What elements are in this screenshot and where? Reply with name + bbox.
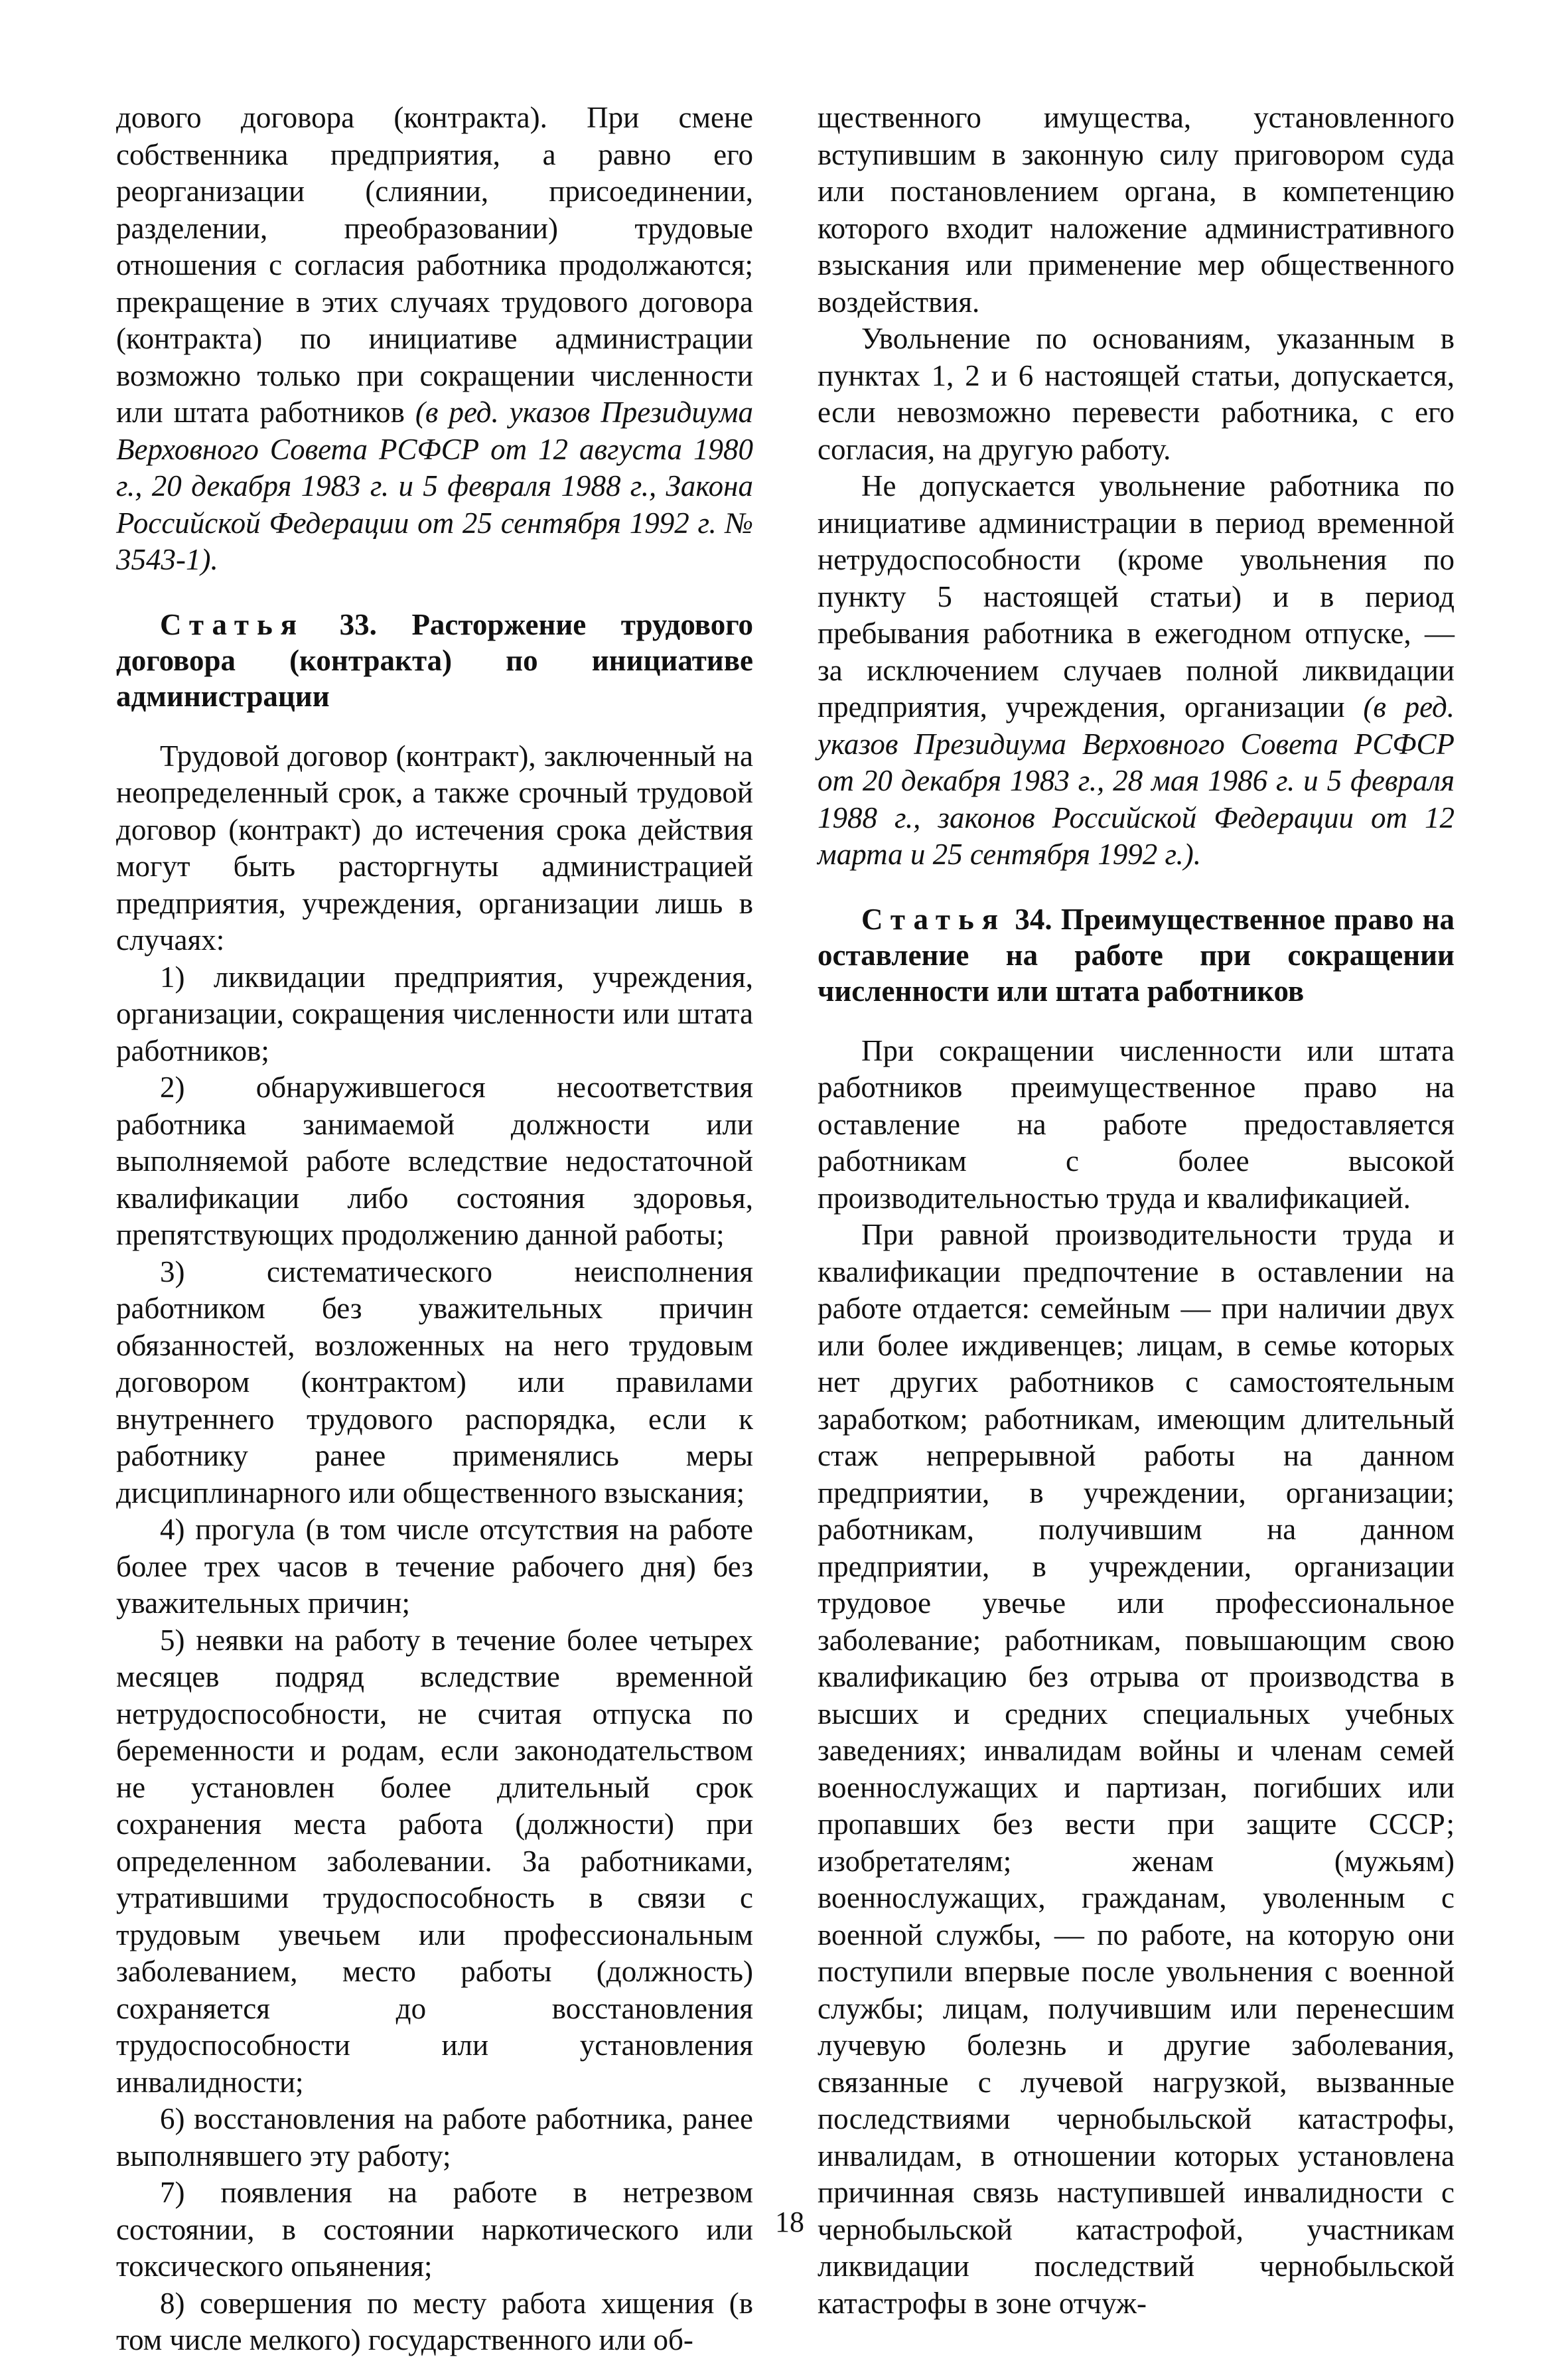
right-column — [818, 100, 1455, 2322]
list-item: 4) прогула (в том числе отсутствия на работе более трех часов в течение рабочего дня) без уважительных причин; — [116, 1513, 753, 1620]
paragraph: щественного имущества, установленного вступившим в законную силу приговором суда или постановлением органа, в компетенцию которого входит наложение административного взыскания или применение мер общественного воздействия. — [818, 101, 1455, 319]
list-item: 7) появления на работе в нетрезвом состоянии, в состоянии наркотического или токсического опьянения; — [116, 2176, 753, 2283]
list-item: 6) восстановления на работе работника, ранее выполнявшего эту работу; — [116, 2102, 753, 2172]
article-title: 34. Преимущественное право на оставление на работе при сокращении численности или штата работников — [818, 902, 1455, 1008]
page-number: 18 — [775, 2206, 804, 2238]
article-label: Статья — [861, 902, 1007, 936]
amendment-note: (в ред. указов Президиума Верховного Совета РСФСР от 12 августа 1980 г., 20 декабря 1983 г. и 5 февраля 1988 г., Закона Российской Федерации от 25 сентября 1992 г. № 3543-1). — [116, 396, 753, 576]
paragraph: Не допускается увольнение работника по инициативе администрации в период временной нетрудоспособности (кроме увольнения по пункту 5 настоящей статьи) и в период пребывания работника в ежегодном отпуске, — за исключением случаев полной ликвидации предприятия, учреждения, организации (в ред. указов Президиума Верховного Совета РСФСР от 20 декабря 1983 г., 28 мая 1986 г. и 5 февраля 1988 г., законов Российской Федерации от 12 марта и 25 сентября 1992 г.). — [818, 469, 1455, 871]
article-label: Статья — [160, 607, 305, 641]
list-item: 1) ликвидации предприятия, учреждения, организации, сокращения численности или штата работников; — [116, 960, 753, 1067]
article-34-heading — [818, 901, 1455, 1009]
paragraph: Трудовой договор (контракт), заключенный на неопределенный срок, а также срочный трудовой договор (контракт) до истечения срока действия могут быть расторгнуты администрацией предприятия, учреждения, организации лишь в случаях: — [116, 739, 753, 956]
list-item: 5) неявки на работу в течение более четырех месяцев подряд вследствие временной нетрудоспособности, не считая отпуска по беременности и родам, если законодательством не установлен более длительный срок сохранения места работа (должности) при определенном заболевании. За работниками, утратившими трудоспособность в связи с трудовым увечьем или профессиональным заболеванием, место работы (должность) сохраняется до восстановления трудоспособности или установления инвалидности; — [116, 1623, 753, 2099]
paragraph: При сокращении численности или штата работников преимущественное право на оставление на работе предоставляется работникам с более высокой производительностью труда и квалификацией. — [818, 1033, 1455, 1215]
article-33-heading — [116, 607, 753, 714]
amendment-note: (в ред. указов Президиума Верховного Совета РСФСР от 20 декабря 1983 г., 28 мая 1986 г. и 5 февраля 1988 г., законов Российской Федерации от 12 марта и 25 сентября 1992 г.). — [818, 690, 1455, 871]
list-item: 8) совершения по месту работа хищения (в том числе мелкого) государственного или об- — [116, 2286, 753, 2356]
left-column — [116, 100, 753, 2359]
list-item: 2) обнаружившегося несоответствия работника занимаемой должности или выполняемой работе вследствие недостаточной квалификации либо состояния здоровья, препятствующих продолжению данной работы; — [116, 1071, 753, 1251]
list-item: 3) систематического неисполнения работником без уважительных причин обязанностей, возложенных на него трудовым договором (контрактом) или правилами внутреннего трудового распорядка, если к работнику ранее применялись меры дисциплинарного или общественного взыскания; — [116, 1255, 753, 1509]
paragraph: дового договора (контракта). При смене собственника предприятия, а равно его реорганизации (слиянии, присоединении, разделении, преобразовании) трудовые отношения с согласия работника продолжаются; прекращение в этих случаях трудового договора (контракта) по инициативе администрации возможно только при сокращении численности или штата работников (в ред. указов Президиума Верховного Совета РСФСР от 12 августа 1980 г., 20 декабря 1983 г. и 5 февраля 1988 г., Закона Российской Федерации от 25 сентября 1992 г. № 3543-1). — [116, 101, 753, 576]
paragraph: При равной производительности труда и квалификации предпочтение в оставлении на работе отдается: семейным — при наличии двух или более иждивенцев; лицам, в семье которых нет других работников с самостоятельным заработком; работникам, имеющим длительный стаж непрерывной работы на данном предприятии, в учреждении, организации; работникам, получившим на данном предприятии, в учреждении, организации трудовое увечье или профессиональное заболевание; работникам, повышающим свою квалификацию без отрыва от производства в высших и средних специальных учебных заведениях; инвалидам войны и членам семей военнослужащих и партизан, погибших или пропавших без вести при защите СССР; изобретателям; женам (мужьям) военнослужащих, гражданам, уволенным с военной службы, — по работе, на которую они поступили впервые после увольнения с военной службы; лицам, получившим или перенесшим лучевую болезнь и другие заболевания, связанные с лучевой нагрузкой, вызванные последствиями чернобыльской катастрофы, инвалидам, в отношении которых установлена причинная связь наступившей инвалидности с чернобыльской катастрофой, участникам ликвидации последствий чернобыльской катастрофы в зоне отчуж- — [818, 1218, 1455, 2320]
paragraph: Увольнение по основаниям, указанным в пунктах 1, 2 и 6 настоящей статьи, допускается, если невозможно перевести работника, с его согласия, на другую работу. — [818, 322, 1455, 466]
article-title: 33. Расторжение трудового договора (контракта) по инициативе администрации — [116, 607, 754, 713]
